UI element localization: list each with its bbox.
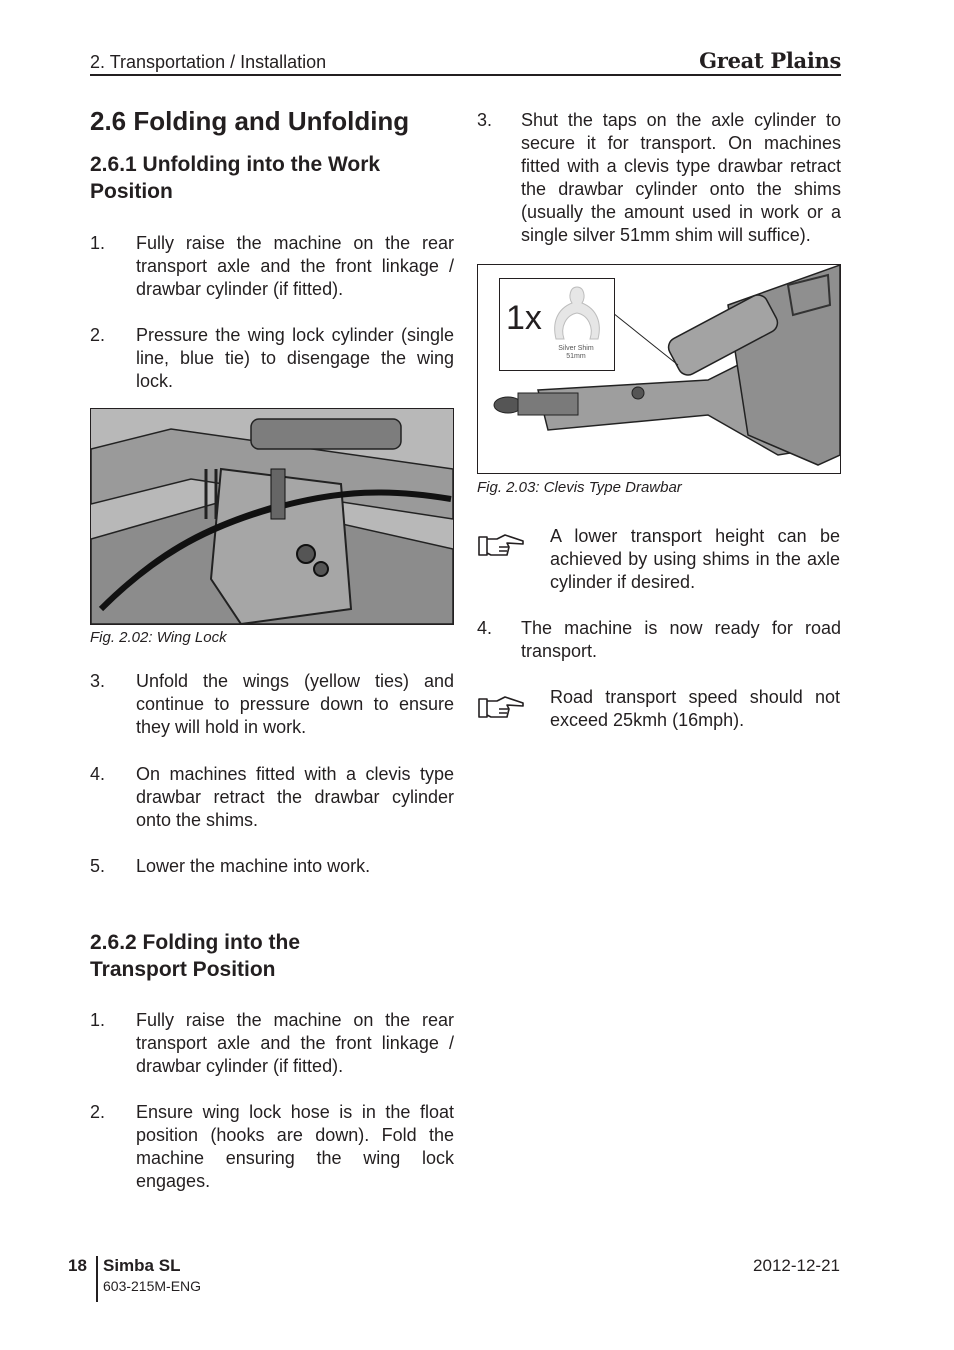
- note-text: A lower transport height can be achieved by using shims in the axle cylinder if desired.: [550, 526, 840, 592]
- page-number: 18: [68, 1256, 87, 1275]
- list-item: 1. Fully raise the machine on the rear transport axle and the front linkage / drawbar cylinder (if fitted).: [90, 233, 454, 299]
- shim-count: 1x: [506, 299, 542, 337]
- wing-lock-figure: [90, 408, 454, 625]
- figure-caption: Fig. 2.02: Wing Lock: [90, 629, 227, 646]
- wing-lock-illustration: [91, 409, 453, 624]
- pointing-hand-icon: [477, 531, 527, 561]
- figure-caption: Fig. 2.03: Clevis Type Drawbar: [477, 479, 682, 496]
- list-item: 5. Lower the machine into work.: [90, 856, 371, 876]
- list-item: 4. On machines fitted with a clevis type drawbar retract the drawbar cylinder onto the shims.: [90, 764, 454, 830]
- subheading-unfolding: 2.6.1 Unfolding into the Work Position: [90, 153, 381, 203]
- product-name: Simba SL: [103, 1256, 181, 1275]
- list-item: 2. Ensure wing lock hose is in the float position (hooks are down). Fold the machine ensuring the wing lock engages.: [90, 1102, 454, 1191]
- publish-date: 2012-12-21: [753, 1256, 840, 1275]
- document-code: 603-215M-ENG: [103, 1278, 202, 1294]
- shim-inset: [499, 278, 615, 371]
- brand-logo: Great Plains: [699, 48, 841, 73]
- list-item: 3. Shut the taps on the axle cylinder to secure it for transport. On machines fitted with a clevis type drawbar retract the drawbar cylinder onto the shims (usually the amount used in work or a single silver 51mm shim will suffice).: [477, 110, 841, 245]
- header-divider: [90, 74, 841, 76]
- list-item: 3. Unfold the wings (yellow ties) and continue to pressure down to ensure they will hold in work.: [90, 671, 454, 737]
- shim-size: 51mm: [566, 353, 586, 360]
- subheading-folding: 2.6.2 Folding into the Transport Position: [90, 931, 300, 981]
- clevis-drawbar-figure: [477, 264, 841, 474]
- silver-shim-icon: [542, 283, 612, 345]
- pointing-hand-icon: [477, 693, 527, 723]
- footer-divider: [96, 1256, 98, 1302]
- list-item: 1. Fully raise the machine on the rear transport axle and the front linkage / drawbar cylinder (if fitted).: [90, 1010, 454, 1076]
- note-text: Road transport speed should not exceed 25kmh (16mph).: [550, 687, 840, 730]
- list-item: 2. Pressure the wing lock cylinder (single line, blue tie) to disengage the wing lock.: [90, 325, 454, 391]
- list-item: 4. The machine is now ready for road transport.: [477, 618, 841, 661]
- section-header: 2. Transportation / Installation: [90, 52, 327, 72]
- shim-label: Silver Shim: [558, 345, 594, 352]
- page-title: 2.6 Folding and Unfolding: [90, 106, 410, 136]
